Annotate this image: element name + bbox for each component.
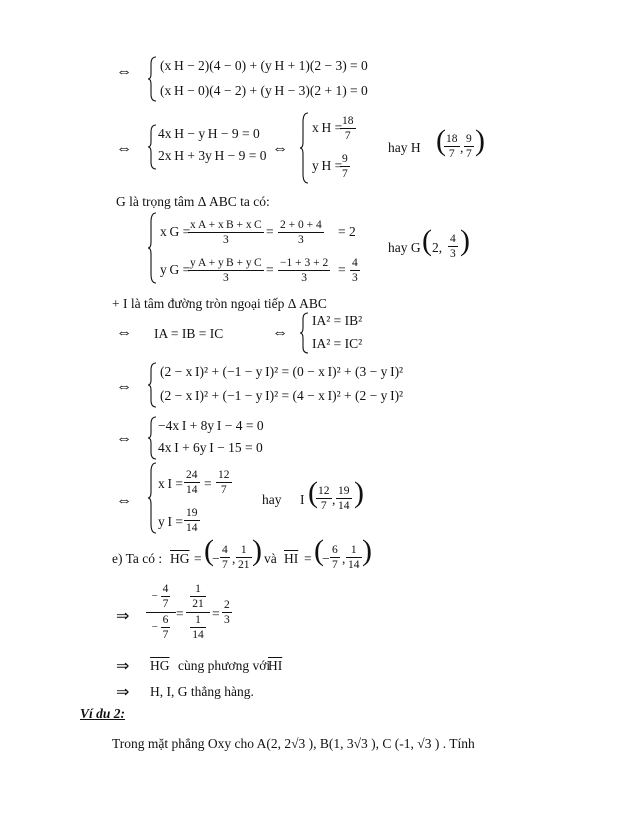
fraction: $\frac{2 + 0 + 4}{3}$ bbox=[280, 219, 322, 246]
paren-icon: ) bbox=[362, 534, 372, 567]
paragraph: + I là tâm đường tròn ngoại tiếp Δ ABC bbox=[112, 296, 327, 311]
minus-sign: − bbox=[212, 551, 220, 566]
paren-icon: ( bbox=[422, 224, 432, 257]
equation-line: y H = bbox=[312, 158, 343, 173]
equals-sign: = bbox=[304, 551, 312, 566]
equation-line: IA² = IC² bbox=[312, 336, 363, 351]
example-title: Ví du 2: bbox=[80, 706, 126, 721]
equivalence-symbol: ⇔ bbox=[272, 140, 288, 157]
paren-icon: ( bbox=[436, 124, 446, 157]
fraction: $\frac{4}{3}$ bbox=[450, 233, 456, 260]
left-brace-icon bbox=[148, 462, 158, 534]
fraction: $\frac{1}{14}$ bbox=[348, 544, 360, 571]
comma: , bbox=[232, 551, 236, 566]
vector-hi: $\overline{HI}$ bbox=[284, 551, 299, 566]
fraction: $\frac{19}{14}$ bbox=[186, 507, 198, 534]
equals-sign: = bbox=[194, 551, 202, 566]
equation-line: (2 − x I)² + (−1 − y I)² = (0 − x I)² + (3 − y I)² bbox=[160, 364, 404, 379]
fraction: $\frac{24}{14}$ bbox=[186, 469, 198, 496]
paren-icon: ( bbox=[314, 534, 324, 567]
paren-icon: ( bbox=[308, 476, 318, 509]
equation-line: (x H − 0)(4 − 2) + (y H − 3)(2 + 1) = 0 bbox=[160, 83, 368, 98]
comma: , bbox=[342, 551, 346, 566]
equation-line: (2 − x I)² + (−1 − y I)² = (4 − x I)² + (2 − y I)² bbox=[160, 388, 404, 403]
paren-icon: ( bbox=[204, 534, 214, 567]
vector-hi: $\overline{HI}$ bbox=[268, 658, 283, 673]
equivalence-symbol: ⇔ bbox=[116, 492, 132, 509]
paragraph: e) Ta có : bbox=[112, 551, 163, 566]
vector-hg: $\overline{HG}$ bbox=[150, 658, 170, 673]
equation-line: 2x H + 3y H − 9 = 0 bbox=[158, 148, 267, 163]
paren-icon: ) bbox=[475, 124, 485, 157]
paren-icon: ) bbox=[460, 224, 470, 257]
fraction: $\frac{4}{3}$ bbox=[352, 257, 358, 284]
equation-line: x I = bbox=[158, 476, 183, 491]
fraction: $\frac{19}{14}$ bbox=[338, 485, 350, 512]
equation-line: y G = bbox=[160, 262, 191, 277]
equivalence-symbol: ⇔ bbox=[116, 378, 132, 395]
fraction: $\frac{18}{7}$ bbox=[446, 133, 458, 160]
result: = 2 bbox=[338, 224, 356, 239]
fraction: $\frac{2}{3}$ bbox=[224, 599, 230, 626]
left-brace-icon bbox=[300, 312, 310, 354]
paragraph: G là trọng tâm Δ ABC ta có: bbox=[116, 194, 270, 209]
label: hay bbox=[262, 492, 282, 507]
fraction: $\frac{\text{y A + y B + y C}}{3}$ bbox=[190, 257, 262, 284]
comma: , bbox=[460, 140, 464, 155]
compound-fraction-left: − $\frac{4}{7}$ − $\frac{6}{7}$ bbox=[146, 582, 176, 642]
equivalence-symbol: ⇔ bbox=[116, 324, 132, 341]
equivalence-symbol: ⇔ bbox=[272, 324, 288, 341]
fraction: $\frac{6}{7}$ bbox=[332, 544, 338, 571]
left-brace-icon bbox=[148, 362, 158, 408]
label: hay H bbox=[388, 140, 421, 155]
equivalence-symbol: ⇔ bbox=[116, 63, 132, 80]
coordinate: 2, bbox=[432, 240, 443, 255]
fraction: $\frac{9}{7}$ bbox=[466, 133, 472, 160]
equation-line: 4x I + 6y I − 15 = 0 bbox=[158, 440, 263, 455]
label: I bbox=[300, 492, 305, 507]
equals-sign: = bbox=[266, 262, 274, 277]
equation-line: IA² = IB² bbox=[312, 313, 363, 328]
minus-sign: − bbox=[322, 551, 330, 566]
vector-hg: $\overline{HG}$ bbox=[170, 551, 190, 566]
equals-sign: = bbox=[204, 476, 212, 491]
left-brace-icon bbox=[300, 112, 310, 184]
left-brace-icon bbox=[148, 416, 158, 460]
equals-sign: = bbox=[266, 224, 274, 239]
implies-symbol: ⇒ bbox=[116, 684, 130, 701]
fraction: $\frac{-1 + 3 + 2}{3}$ bbox=[280, 257, 329, 284]
paren-icon: ) bbox=[354, 476, 364, 509]
fraction: $\frac{9}{7}$ bbox=[342, 153, 348, 180]
paragraph: cùng phương với bbox=[178, 658, 271, 673]
equals-sign: = bbox=[176, 606, 184, 621]
paren-icon: ) bbox=[252, 534, 262, 567]
comma: , bbox=[332, 492, 336, 507]
equals-sign: = bbox=[338, 262, 346, 277]
equation-line: 4x H − y H − 9 = 0 bbox=[158, 126, 260, 141]
equals-sign: = bbox=[212, 606, 220, 621]
equation-line: x G = bbox=[160, 224, 191, 239]
implies-symbol: ⇒ bbox=[116, 658, 130, 675]
equation-line: x H = bbox=[312, 120, 343, 135]
equation-line: (x H − 2)(4 − 0) + (y H + 1)(2 − 3) = 0 bbox=[160, 58, 368, 73]
fraction: $\frac{\text{x A + x B + x C}}{3}$ bbox=[190, 219, 262, 246]
left-brace-icon bbox=[148, 124, 158, 170]
fraction: $\frac{1}{21}$ bbox=[238, 544, 250, 571]
label: hay G bbox=[388, 240, 421, 255]
fraction: $\frac{12}{7}$ bbox=[218, 469, 230, 496]
paragraph: H, I, G thẳng hàng. bbox=[150, 684, 254, 699]
equation-line: y I = bbox=[158, 514, 183, 529]
paragraph: Trong mặt phẳng Oxy cho A(2, 2√3 ), B(1, 3√3 ), C (-1, √3 ) . Tính bbox=[112, 736, 475, 751]
equation-line: IA = IB = IC bbox=[154, 326, 224, 341]
fraction: $\frac{4}{7}$ bbox=[222, 544, 228, 571]
fraction: $\frac{18}{7}$ bbox=[342, 115, 354, 142]
label: và bbox=[264, 551, 277, 566]
implies-symbol: ⇒ bbox=[116, 608, 130, 625]
left-brace-icon bbox=[148, 56, 158, 102]
equation-line: −4x I + 8y I − 4 = 0 bbox=[158, 418, 264, 433]
equivalence-symbol: ⇔ bbox=[116, 430, 132, 447]
fraction: $\frac{12}{7}$ bbox=[318, 485, 330, 512]
left-brace-icon bbox=[148, 212, 158, 284]
equivalence-symbol: ⇔ bbox=[116, 140, 132, 157]
compound-fraction-right: $\frac{1}{21}$ $\frac{1}{14}$ bbox=[186, 582, 210, 642]
